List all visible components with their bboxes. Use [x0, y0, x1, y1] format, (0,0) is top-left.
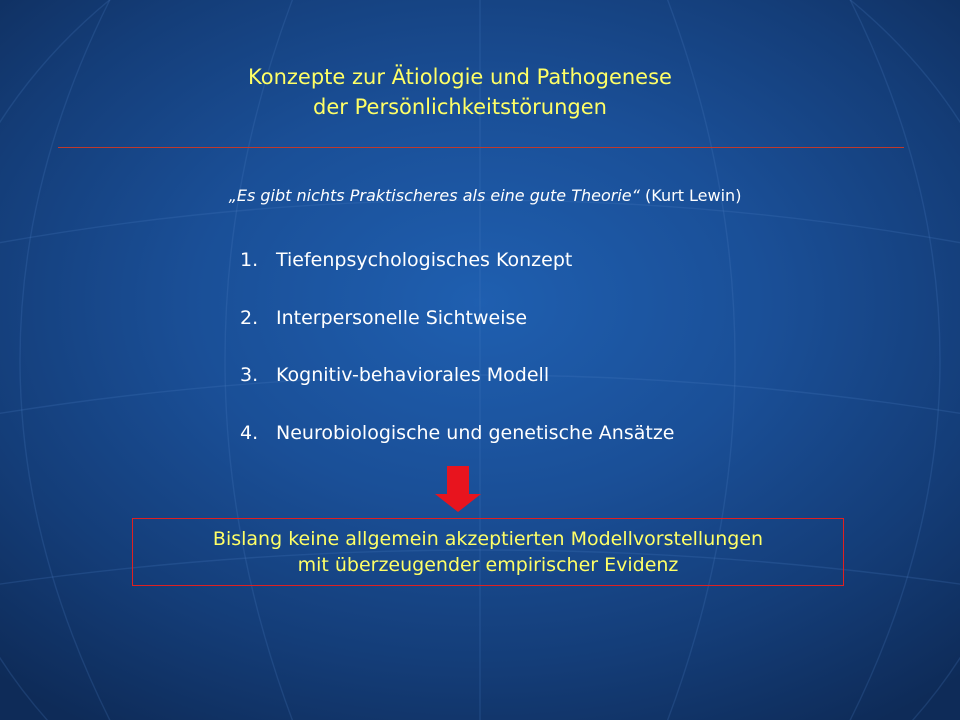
list-item — [240, 307, 675, 365]
conclusion-box — [132, 518, 844, 586]
list-item-number: 2. — [240, 306, 259, 329]
list-item-number: 1. — [240, 249, 259, 271]
list-item-label: Interpersonelle Sichtweise — [276, 306, 528, 329]
quote-author: (Kurt Lewin) — [645, 186, 742, 205]
list-item — [240, 249, 675, 307]
divider — [58, 147, 904, 148]
list-item-label: Kognitiv-behaviorales Modell — [276, 364, 550, 386]
page-title — [0, 62, 920, 122]
conclusion-line-2: mit überzeugender empirischer Evidenz — [297, 554, 679, 576]
conclusion-line-1: Bislang keine allgemein akzeptierten Modellvorstellungen — [212, 528, 764, 550]
quote — [0, 186, 960, 205]
list-item-label: Tiefenpsychologisches Konzept — [276, 249, 573, 271]
list-item-number: 3. — [240, 364, 259, 386]
quote-text: „Es gibt nichts Praktischeres als eine gute Theorie“ — [228, 186, 640, 205]
title-line-2: der Persönlichkeitstörungen — [313, 95, 607, 119]
title-line-1: Konzepte zur Ätiologie und Pathogenese — [248, 65, 672, 89]
concept-list — [240, 249, 675, 479]
list-item-label: Neurobiologische und genetische Ansätze — [276, 421, 675, 444]
list-item-number: 4. — [240, 421, 259, 444]
list-item — [240, 364, 675, 422]
down-arrow-icon — [434, 465, 482, 513]
